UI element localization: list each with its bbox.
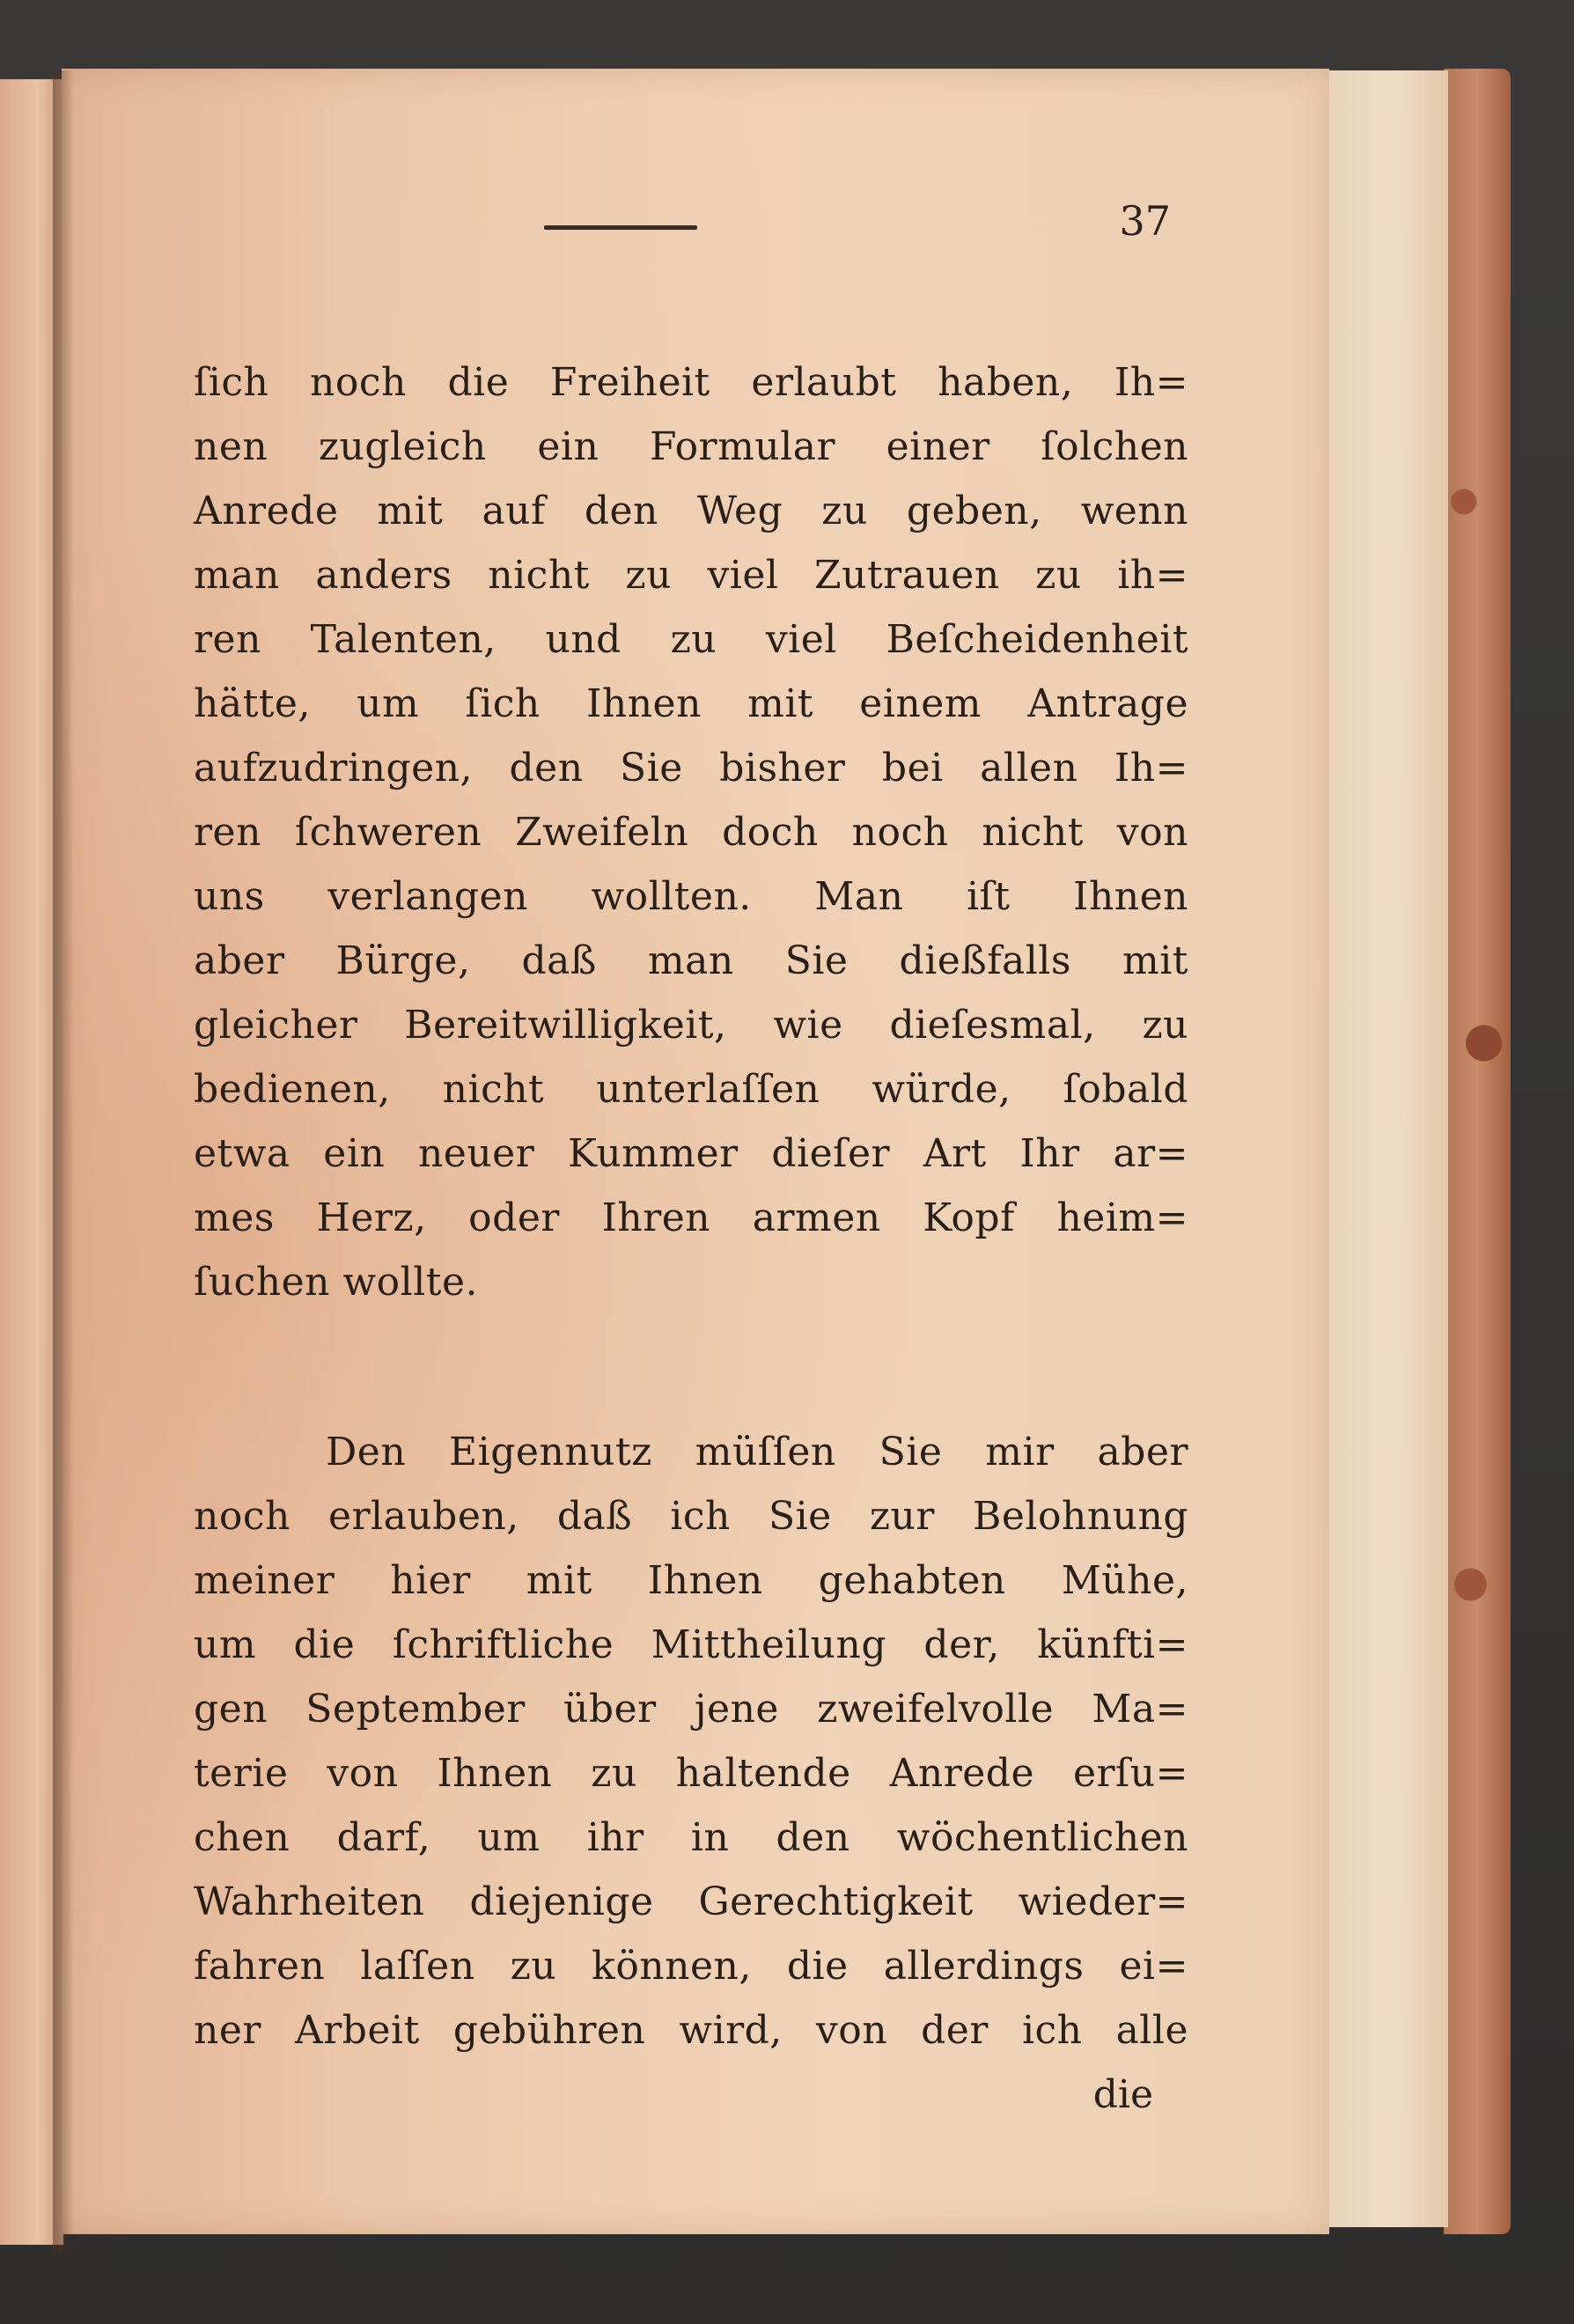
text-line: gen September über jene zweifelvolle Ma=	[194, 1687, 1188, 1732]
page-number: 37	[1119, 197, 1171, 245]
text-line: um die ſchriftliche Mittheilung der, künfti=	[194, 1622, 1188, 1667]
text-line: meiner hier mit Ihnen gehabten Mühe,	[194, 1558, 1188, 1603]
text-line: mes Herz, oder Ihren armen Kopf heim=	[194, 1195, 1188, 1240]
text-line: chen darf, um ihr in den wöchentlichen	[194, 1815, 1188, 1860]
text-line: Den Eigennutz müſſen Sie mir aber	[326, 1430, 1188, 1475]
text-line: bedienen, nicht unterlaſſen würde, ſobald	[194, 1067, 1188, 1112]
text-line: ren ſchweren Zweifeln doch noch nicht von	[194, 810, 1188, 855]
text-line: ner Arbeit gebühren wird, von der ich alle	[194, 2008, 1188, 2053]
catchword: die	[1092, 2072, 1153, 2117]
page-fore-edge	[1320, 70, 1448, 2227]
text-line: ſich noch die Freiheit erlaubt haben, Ih=	[194, 360, 1188, 405]
text-line: ren Talenten, und zu viel Beſcheidenheit	[194, 617, 1188, 662]
text-line: uns verlangen wollten. Man iſt Ihnen	[194, 874, 1188, 919]
text-line: hätte, um ſich Ihnen mit einem Antrage	[194, 681, 1188, 726]
text-line: etwa ein neuer Kummer dieſer Art Ihr ar=	[194, 1131, 1188, 1176]
body-text	[194, 350, 1188, 2127]
text-line: gleicher Bereitwilligkeit, wie dieſesmal, zu	[194, 1003, 1188, 1048]
text-line: ſuchen wollte.	[194, 1260, 478, 1305]
book-cover-edge	[1444, 69, 1511, 2234]
page-header	[62, 69, 1329, 245]
header-rule	[544, 225, 697, 230]
text-line: fahren laſſen zu können, die allerdings ei=	[194, 1944, 1188, 1989]
book-page	[62, 69, 1329, 2234]
spine-shadow	[53, 70, 74, 2254]
text-line: man anders nicht zu viel Zutrauen zu ih=	[194, 553, 1188, 598]
paragraph-gap	[194, 1314, 1188, 1420]
text-line: noch erlauben, daß ich Sie zur Belohnung	[194, 1494, 1188, 1539]
text-line: nen zugleich ein Formular einer ſolchen	[194, 424, 1188, 469]
text-line: Wahrheiten diejenige Gerechtigkeit wieder=	[194, 1879, 1188, 1924]
text-line: aber Bürge, daß man Sie dießfalls mit	[194, 938, 1188, 983]
text-line: Anrede mit auf den Weg zu geben, wenn	[194, 489, 1188, 533]
text-line: aufzudringen, den Sie bisher bei allen Ih=	[194, 746, 1188, 791]
text-line: terie von Ihnen zu haltende Anrede erſu=	[194, 1751, 1188, 1796]
